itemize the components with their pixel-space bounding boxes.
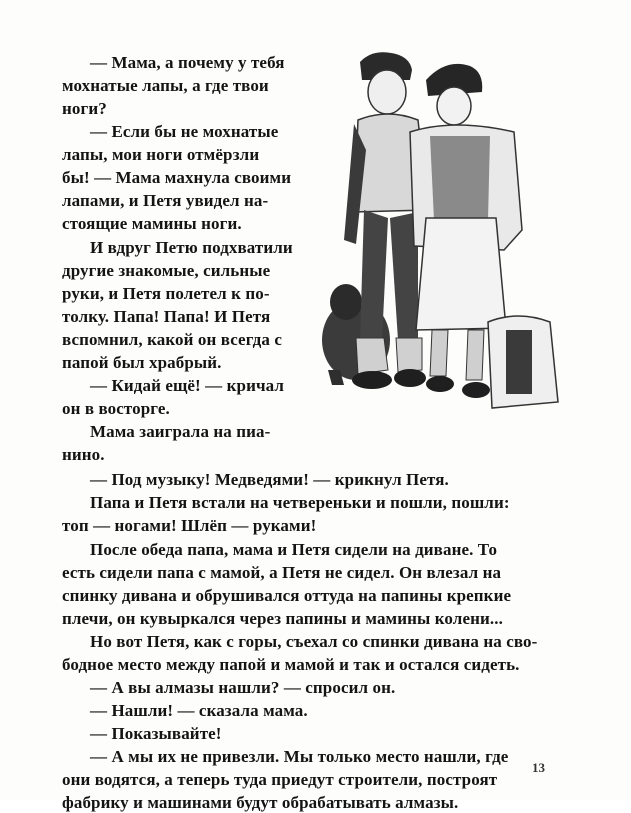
text-line: вспомнил, какой он всегда с [62,330,282,349]
text-line: бы! — Мама махнула своими [62,168,292,187]
text-line: лапами, и Петя увидел на- [62,191,269,210]
text-line: топ — ногами! Шлёп — руками! [62,516,317,535]
text-line: фабрику и машинами будут обрабатывать алмазы. [62,793,459,812]
text-line: стоящие мамины ноги. [62,214,242,233]
text-line: — А вы алмазы нашли? — спросил он. [90,678,396,697]
text-line: мохнатые лапы, а где твои [62,76,269,95]
text-line: они водятся, а теперь туда приедут строители, построят [62,770,498,789]
text-line: — Показывайте! [90,724,222,743]
text-line: — Мама, а почему у тебя [90,53,285,72]
text-line: — Если бы не мохнатые [90,122,279,141]
page-number: 13 [532,760,545,775]
text-line: — Нашли! — сказала мама. [90,701,308,720]
text-line: нино. [62,445,105,464]
text-line: бодное место между папой и мамой и так и остался сидеть. [62,655,520,674]
text-line: толку. Папа! Папа! И Петя [62,307,271,326]
text-line: папой был храбрый. [62,353,222,372]
bag-and-coat [488,316,558,408]
text-line: — Кидай ещё! — кричал [90,376,285,395]
text-line: Мама заиграла на пиа- [90,422,271,441]
text-line: И вдруг Петю подхватили [90,238,293,257]
text-line: он в восторге. [62,399,170,418]
text-line: спинку дивана и обрушивался оттуда на папины крепкие [62,586,512,605]
text-line: другие знакомые, сильные [62,261,271,280]
text-line: Но вот Петя, как с горы, съехал со спинки дивана на сво- [90,632,538,651]
text-line: руки, и Петя полетел к по- [62,284,270,303]
text-line: — Под музыку! Медведями! — крикнул Петя. [90,470,449,489]
text-line: — А мы их не привезли. Мы только место нашли, где [90,747,509,766]
text-line: лапы, мои ноги отмёрзли [62,145,260,164]
text-line: Папа и Петя встали на четвереньки и пошли, пошли: [90,493,510,512]
text-line: После обеда папа, мама и Петя сидели на диване. То [90,540,498,559]
text-line: плечи, он кувыркался через папины и мамины колени... [62,609,503,628]
text-line: ноги? [62,99,107,118]
text-line: есть сидели папа с мамой, а Петя не сидел. Он влезал на [62,563,502,582]
family-illustration [318,40,563,415]
